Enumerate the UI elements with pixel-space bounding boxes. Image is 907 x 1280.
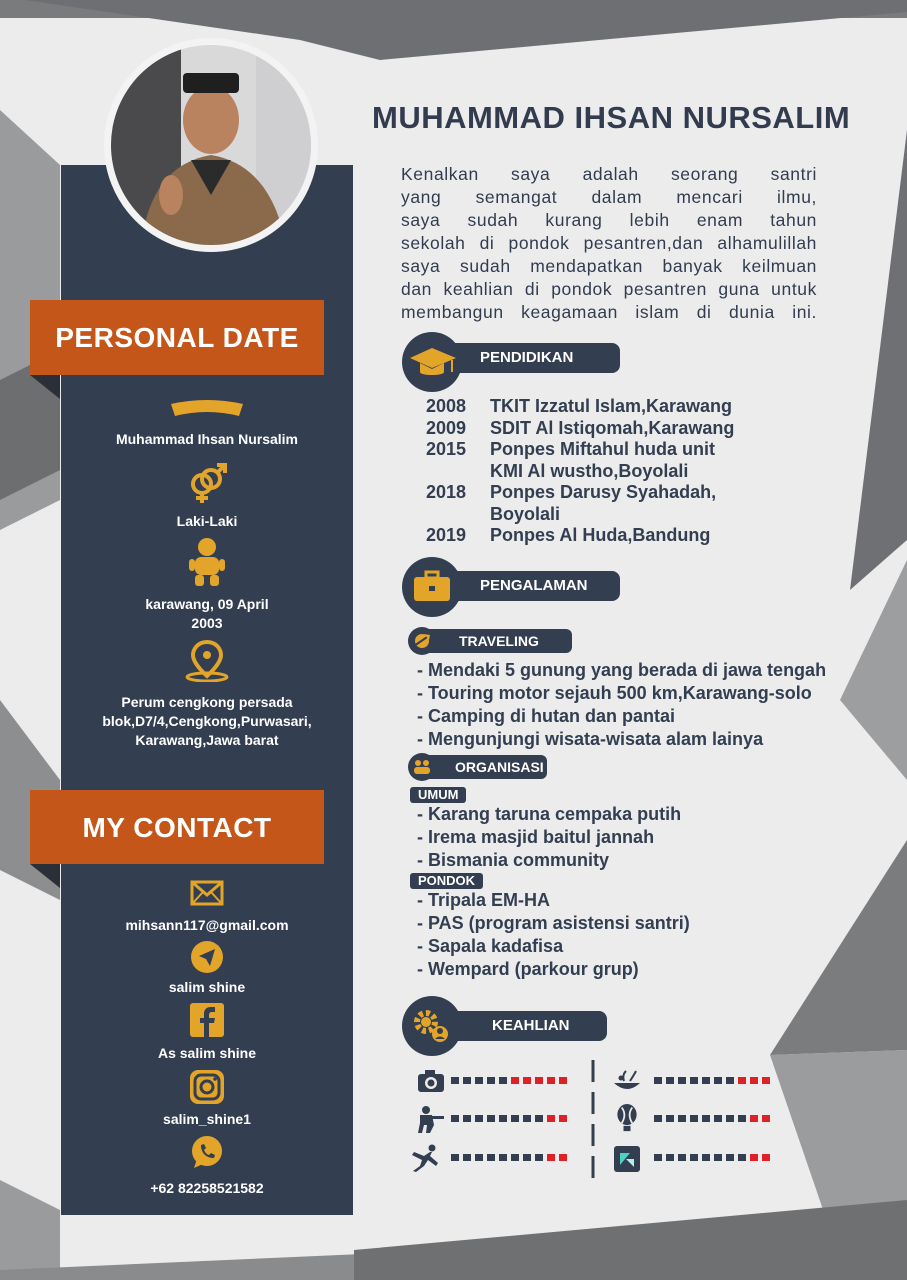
skill-dot xyxy=(750,1077,758,1084)
education-row xyxy=(426,525,734,547)
skill-rating-camera xyxy=(451,1077,567,1084)
gender-icon xyxy=(187,462,227,504)
edu-year: 2009 xyxy=(426,417,467,438)
list-item: - Irema masjid baitul jannah xyxy=(417,827,655,847)
skill-dot xyxy=(463,1154,471,1161)
martial-arts-icon xyxy=(410,1144,440,1172)
skill-dot xyxy=(738,1115,746,1122)
education-icon-circle xyxy=(402,332,462,392)
education-row xyxy=(426,482,734,525)
skill-dot xyxy=(654,1154,662,1161)
pondok-list xyxy=(417,889,690,981)
skill-dot xyxy=(690,1115,698,1122)
facebook[interactable]: As salim shine xyxy=(157,1045,257,1061)
edu-school: Ponpes Al Huda,Bandung xyxy=(490,525,711,545)
skill-dot xyxy=(511,1077,519,1084)
skill-dot xyxy=(547,1077,555,1084)
location-pin-icon xyxy=(185,640,229,682)
skill-dot xyxy=(714,1077,722,1084)
whatsapp-icon xyxy=(190,1135,224,1169)
skill-rating-balloon xyxy=(654,1115,770,1122)
skill-dot xyxy=(475,1115,483,1122)
list-item: - Mengunjungi wisata-wisata alam lainya xyxy=(417,729,764,749)
edu-school: Boyolali xyxy=(490,503,561,524)
skill-dot xyxy=(475,1154,483,1161)
organisasi-icon-circle xyxy=(408,753,436,781)
list-item: - Wempard (parkour grup) xyxy=(417,959,639,979)
skill-dot xyxy=(654,1115,662,1122)
about-paragraph xyxy=(401,163,817,324)
skill-dot xyxy=(535,1115,543,1122)
edu-school: KMI Al wustho,Boyolali xyxy=(490,460,689,481)
education-row xyxy=(426,418,734,440)
list-item: - Bismania community xyxy=(417,850,610,870)
camera-icon xyxy=(416,1067,446,1095)
gears-icon xyxy=(402,996,462,1056)
email[interactable]: mihsann117@gmail.com xyxy=(125,917,289,933)
whatsapp[interactable]: +62 82258521582 xyxy=(150,1180,264,1196)
my-contact-heading: MY CONTACT xyxy=(30,790,324,864)
skill-dot xyxy=(678,1077,686,1084)
skill-dot xyxy=(690,1154,698,1161)
skill-dot xyxy=(726,1154,734,1161)
skill-dot xyxy=(487,1154,495,1161)
skill-dot xyxy=(463,1115,471,1122)
skill-dot xyxy=(523,1115,531,1122)
skill-dot xyxy=(499,1154,507,1161)
list-item: - Tripala EM-HA xyxy=(417,890,551,910)
address xyxy=(61,693,353,750)
about-line: yang semangat dalam mencari ilmu, xyxy=(401,187,817,207)
page-title: MUHAMMAD IHSAN NURSALIM xyxy=(372,100,851,135)
skill-dot xyxy=(690,1077,698,1084)
about-line: membangun keagamaan islam di dunia ini. xyxy=(401,302,817,322)
skill-rating-soldier xyxy=(451,1115,567,1122)
skill-dot xyxy=(547,1154,555,1161)
group-icon xyxy=(408,753,436,781)
skill-dot xyxy=(762,1115,770,1122)
traveling-heading: TRAVELING xyxy=(425,629,572,653)
list-item: - Touring motor sejauh 500 km,Karawang-solo xyxy=(417,683,812,703)
skill-dot xyxy=(499,1077,507,1084)
birth-place-date xyxy=(61,595,353,633)
skill-dot xyxy=(499,1115,507,1122)
skill-dot xyxy=(702,1115,710,1122)
about-line: saya sudah mendapatkan banyak keilmuan xyxy=(401,256,817,276)
experience-heading: PENGALAMAN xyxy=(430,571,620,601)
skills-divider xyxy=(590,1060,596,1178)
organisasi-heading: ORGANISASI xyxy=(425,755,547,779)
about-line: saya sudah kurang lebih enam tahun xyxy=(401,210,817,230)
envelope-icon xyxy=(190,880,224,906)
skill-dot xyxy=(666,1077,674,1084)
list-item: - Camping di hutan dan pantai xyxy=(417,706,675,726)
skill-dot xyxy=(714,1115,722,1122)
instagram[interactable]: salim_shine1 xyxy=(163,1111,251,1127)
skill-dot xyxy=(678,1115,686,1122)
skills-icon-circle xyxy=(402,996,462,1056)
telegram[interactable]: salim shine xyxy=(168,979,246,995)
skill-dot xyxy=(559,1154,567,1161)
skill-dot xyxy=(714,1154,722,1161)
edu-year: 2008 xyxy=(426,396,467,416)
list-item: - Mendaki 5 gunung yang berada di jawa tengah xyxy=(417,660,827,680)
education-list xyxy=(426,396,734,547)
skill-dot xyxy=(487,1077,495,1084)
skill-dot xyxy=(738,1154,746,1161)
graduation-cap-icon xyxy=(402,332,462,392)
skill-dot xyxy=(762,1154,770,1161)
edu-year: 2018 xyxy=(426,482,467,502)
skill-dot xyxy=(702,1077,710,1084)
skill-dot xyxy=(523,1154,531,1161)
skill-rating-filmora xyxy=(654,1154,770,1161)
skill-dot xyxy=(511,1115,519,1122)
list-item: - Karang taruna cempaka putih xyxy=(417,804,682,824)
about-line: Kenalkan saya adalah seorang santri xyxy=(401,164,817,184)
skill-dot xyxy=(750,1115,758,1122)
skill-dot xyxy=(762,1077,770,1084)
facebook-icon xyxy=(190,1003,224,1037)
skill-dot xyxy=(559,1077,567,1084)
skill-dot xyxy=(547,1115,555,1122)
instagram-icon xyxy=(190,1070,224,1104)
skill-dot xyxy=(726,1077,734,1084)
skill-dot xyxy=(726,1115,734,1122)
umum-tag: UMUM xyxy=(410,787,466,803)
education-heading: PENDIDIKAN xyxy=(430,343,620,373)
skill-dot xyxy=(523,1077,531,1084)
personal-date-heading: PERSONAL DATE xyxy=(30,300,324,375)
skill-dot xyxy=(451,1077,459,1084)
skills-heading: KEAHLIAN xyxy=(430,1011,607,1041)
skill-dot xyxy=(463,1077,471,1084)
birth-line-2: 2003 xyxy=(191,615,223,631)
traveling-icon-circle xyxy=(408,627,436,655)
balloon-icon xyxy=(612,1104,642,1132)
birth-line-1: karawang, 09 April xyxy=(145,596,269,612)
edu-school: SDIT Al Istiqomah,Karawang xyxy=(490,417,735,438)
edu-year: 2019 xyxy=(426,525,467,545)
list-item: - Sapala kadafisa xyxy=(417,936,564,956)
briefcase-icon xyxy=(402,557,462,617)
skill-dot xyxy=(738,1077,746,1084)
skill-dot xyxy=(750,1154,758,1161)
education-row xyxy=(426,396,734,418)
edu-school: TKIT Izzatul Islam,Karawang xyxy=(490,396,733,416)
skill-dot xyxy=(451,1154,459,1161)
skill-rating-martial-arts xyxy=(451,1154,567,1161)
skill-dot xyxy=(559,1115,567,1122)
edu-school: Ponpes Darusy Syahadah, xyxy=(490,482,717,502)
edu-school: Ponpes Miftahul huda unit xyxy=(490,439,715,459)
filmora-icon xyxy=(612,1145,642,1173)
pondok-tag: PONDOK xyxy=(410,873,483,889)
about-line: sekolah di pondok pesantren,dan alhamulillah xyxy=(401,233,817,253)
skill-dot xyxy=(666,1154,674,1161)
address-line-2: blok,D7/4,Cengkong,Purwasari, xyxy=(102,713,312,729)
profile-photo xyxy=(104,38,318,252)
skill-dot xyxy=(702,1154,710,1161)
umum-list xyxy=(417,803,681,872)
skill-dot xyxy=(511,1154,519,1161)
skill-dot xyxy=(475,1077,483,1084)
skill-dot xyxy=(451,1115,459,1122)
skill-rating-cooking xyxy=(654,1077,770,1084)
skill-dot xyxy=(535,1077,543,1084)
skill-dot xyxy=(678,1154,686,1161)
skill-dot xyxy=(654,1077,662,1084)
person-illustration xyxy=(111,45,311,245)
traveling-list xyxy=(417,659,826,751)
list-item: - PAS (program asistensi santri) xyxy=(417,913,690,933)
skill-dot xyxy=(666,1115,674,1122)
full-name: Muhammad Ihsan Nursalim xyxy=(115,431,299,447)
about-line: dan keahlian di pondok pesantren guna untuk xyxy=(401,279,817,299)
experience-icon-circle xyxy=(402,557,462,617)
education-row xyxy=(426,439,734,482)
skill-dot xyxy=(535,1154,543,1161)
soldier-icon xyxy=(414,1105,444,1133)
globe-plane-icon xyxy=(408,627,436,655)
address-line-1: Perum cengkong persada xyxy=(121,694,293,710)
ribbon-icon xyxy=(169,398,245,422)
baby-icon xyxy=(189,537,225,587)
edu-year: 2015 xyxy=(426,439,467,459)
skill-dot xyxy=(487,1115,495,1122)
gender: Laki-Laki xyxy=(176,513,238,529)
address-line-3: Karawang,Jawa barat xyxy=(135,732,279,748)
cooking-icon xyxy=(612,1067,642,1095)
telegram-icon xyxy=(190,940,224,974)
